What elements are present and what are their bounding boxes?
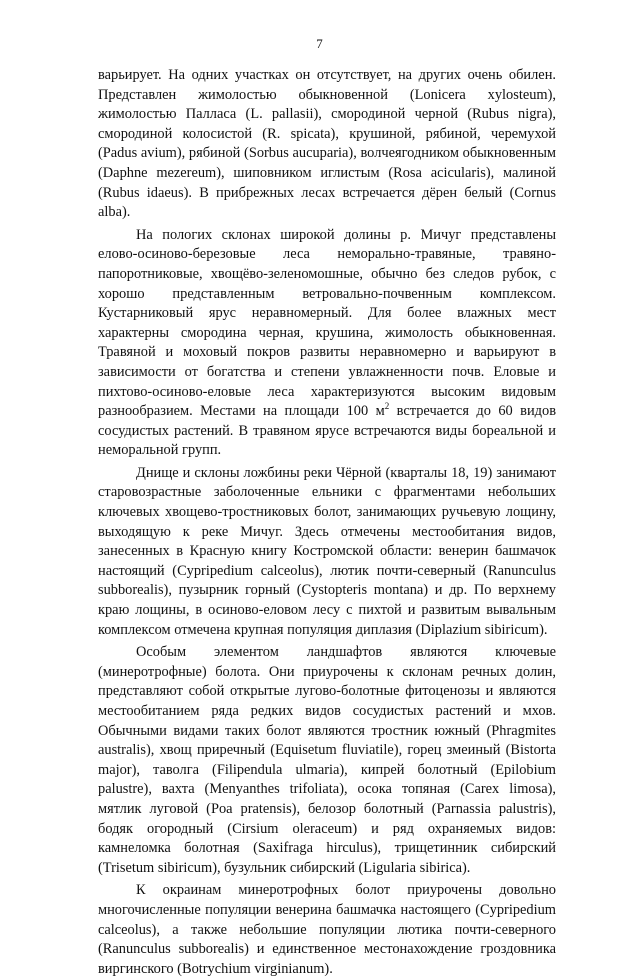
paragraph-3: Днище и склоны ложбины реки Чёрной (кварталы 18, 19) занимают старовозрастные заболоченные ельники с фрагментами небольших ключевых хвощево-тростниковых болот, занимающих ручьевую лощину, выходящую к реке Мичуг. Здесь отмечены местообитания видов, занесенных в Красную книгу Костромской области: венерин башмачок настоящий (Cypripedium calceolus), лютик почти-северный (Ranunculus subborealis), пузырник горный (Cystopteris montana) и др. По верхнему краю лощины, в осиново-еловом лесу с пихтой и развитым вывальным комплексом отмечена крупная популяция диплазия (Diplazium sibiricum). (98, 464, 556, 638)
paragraph-5: К окраинам минеротрофных болот приурочены довольно многочисленные популяции венерина башмачка настоящего (Cypripedium calceolus), а также небольшие популяции лютика почти-северного (Ranunculus subborealis) и единственное местонахождение гроздовника виргинского (Botrychium virginianum). (98, 882, 556, 977)
paragraph-2-text-b: встречается до 60 видов сосудистых растений. В травяном ярусе встречаются виды бореальной и неморальной групп. (98, 403, 556, 459)
superscript-2: 2 (384, 401, 390, 412)
paragraph-2-text-a: На пологих склонах широкой долины р. Мичуг представлены елово-осиново-березовые леса неморально-травяные, травяно-папоротниковые, хвощёво-зеленомошные, обычно без следов рубок, с хорошо представленным ветровально-почвенным комплексом. Кустарниковый ярус неравномерный. Для более влажных мест характерны смородина черная, крушина, жимолость обыкновенная. Травяной и моховый покров развиты неравномерно и варьируют в зависимости от богатства и степени увлажненности почв. Еловые и пихтово-осиново-еловые леса характеризуются высоким видовым разнообразием. Местами на площади 100 м (98, 226, 556, 420)
paragraph-2 (98, 226, 556, 461)
paragraph-4: Особым элементом ландшафтов являются ключевые (минеротрофные) болота. Они приурочены к склонам речных долин, представляют собой открытые лугово-болотные фитоценозы и являются местообитанием ряда редких видов сосудистых растений и мхов. Обычными видами таких болот являются тростник южный (Phragmites australis), хвощ приречный (Equisetum fluviatile), горец змеиный (Bistorta major), таволга (Filipendula ulmaria), кипрей болотный (Epilobium palustre), вахта (Menyanthes trifoliata), осока топяная (Carex limosa), мятлик луговой (Poa pratensis), белозор болотный (Parnassia palustris), бодяк огородный (Cirsium oleraceum) и ряд охраняемых видов: камнеломка болотная (Saxifraga hirculus), трищетинник сибирский (Trisetum sibiricum), бузульник сибирский (Ligularia sibirica). (98, 644, 556, 876)
page-number: 7 (316, 36, 323, 51)
body-text (98, 66, 556, 979)
paragraph-1: варьирует. На одних участках он отсутствует, на других очень обилен. Представлен жимолостью обыкновенной (Lonicera xylosteum), жимолостью Палласа (L. pallasii), смородиной черной (Rubus nigra), смородиной колосистой (R. spicata), крушиной, рябиной, черемухой (Padus avium), рябиной (Sorbus aucuparia), волчеягодником обыкновенным (Daphne mezereum), шиповником иглистым (Rosa acicularis), малиной (Rubus idaeus). В прибрежных лесах встречается дёрен белый (Cornus alba). (98, 67, 556, 221)
